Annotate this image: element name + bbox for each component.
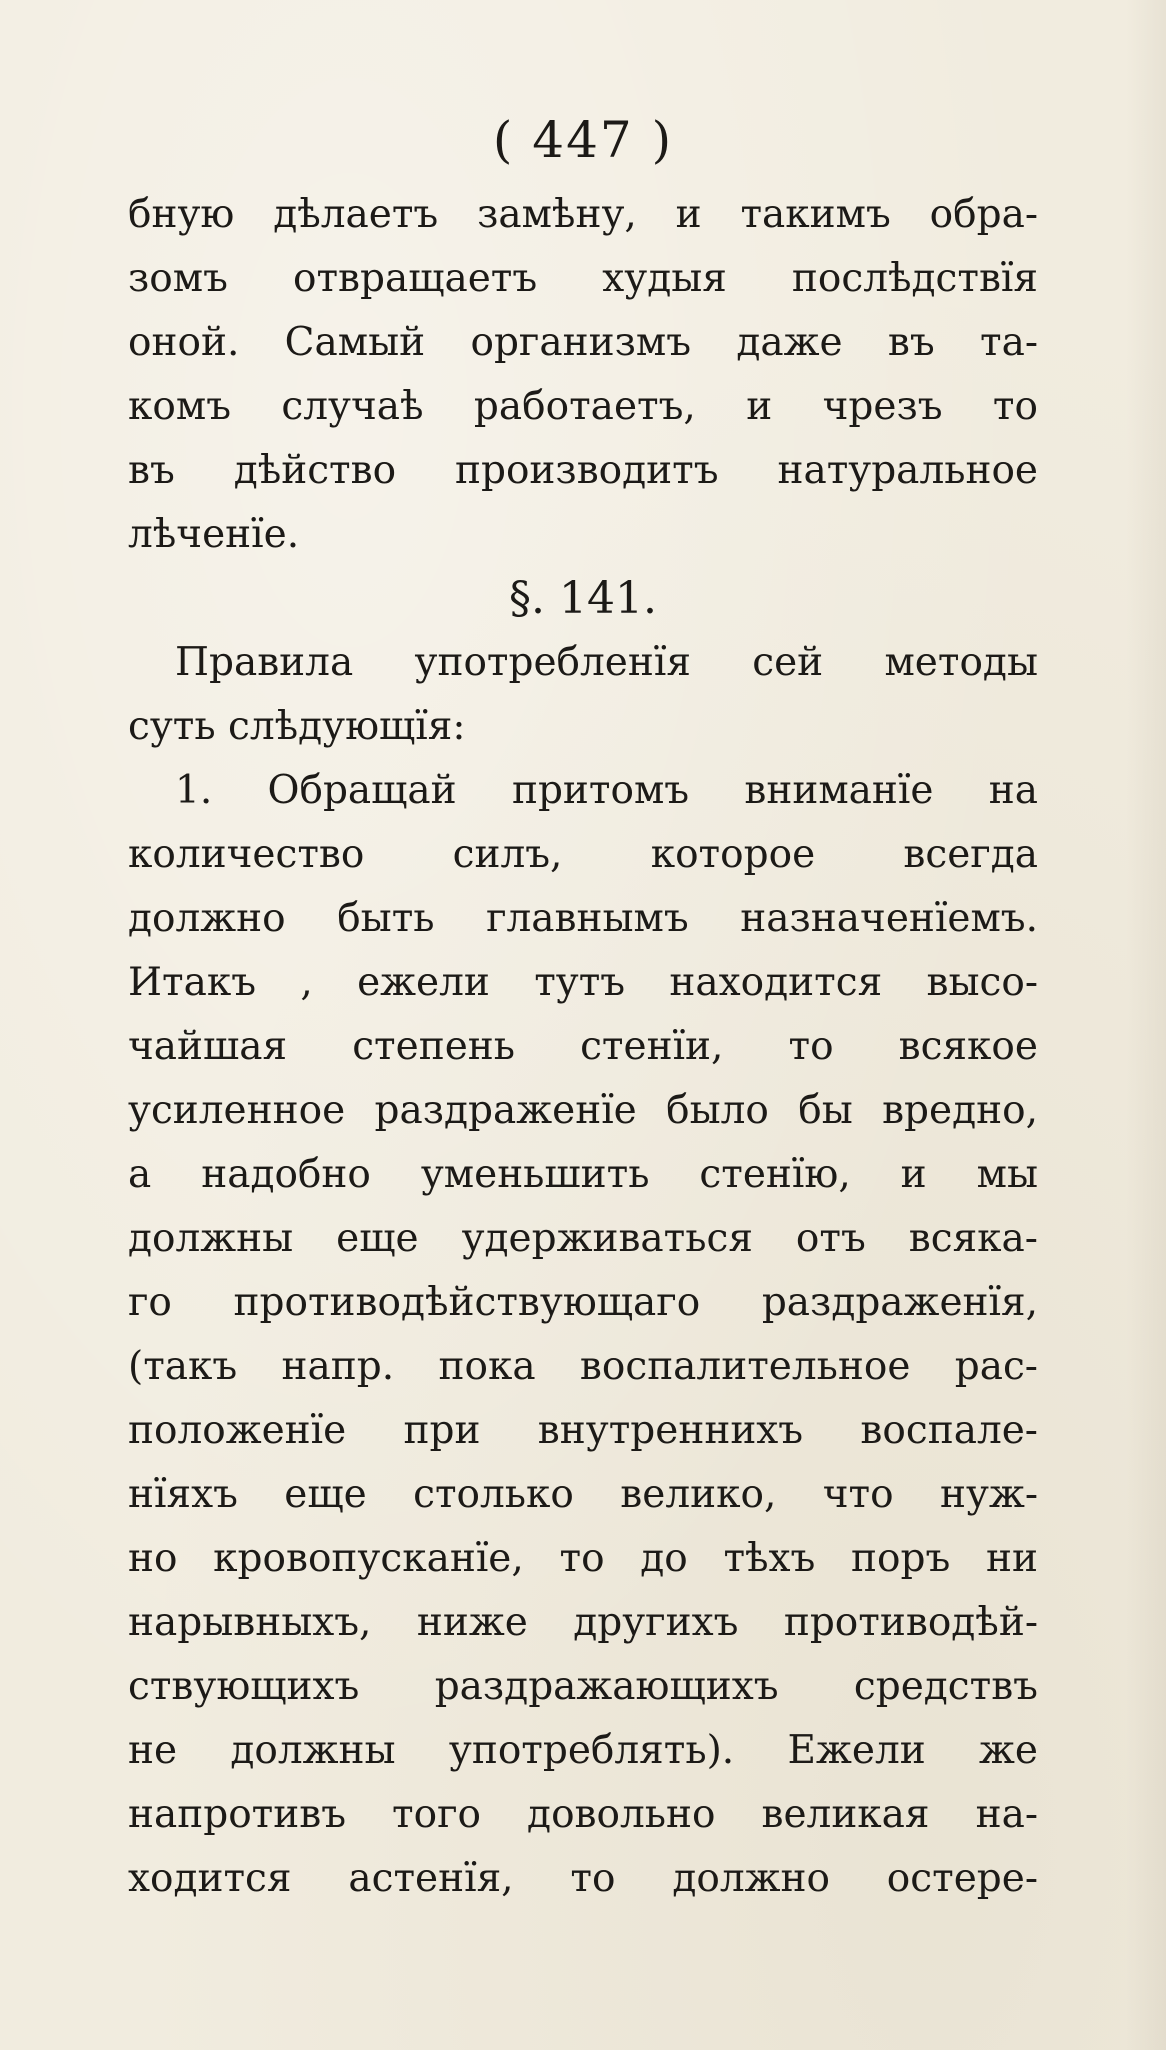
text-line: суть слѣдующїя: [128, 704, 466, 749]
text-line: должны еще удерживаться отъ всяка- [128, 1216, 1038, 1261]
text-line: нїяхъ еще столько велико, что нуж- [128, 1472, 1038, 1517]
text-line: въ дѣйство производитъ натуральное [128, 448, 1038, 493]
text-line: бную дѣлаетъ замѣну, и такимъ обра- [128, 192, 1038, 237]
text-line: комъ случаѣ работаетъ, и чрезъ то [128, 384, 1038, 429]
text-line: 1. Обращай притомъ вниманїе на [175, 768, 1038, 813]
text-line: а надобно уменьшить стенїю, и мы [128, 1152, 1038, 1197]
text-line: (такъ напр. пока воспалительное рас- [128, 1344, 1038, 1389]
text-line: Итакъ , ежели тутъ находится высо- [128, 960, 1038, 1005]
text-line: зомъ отвращаетъ худыя послѣдствїя [128, 256, 1038, 301]
text-line: должно быть главнымъ назначенїемъ. [128, 896, 1038, 941]
section-heading: §. 141. [509, 573, 657, 624]
text-line: го противодѣйствующаго раздраженїя, [128, 1280, 1038, 1325]
text-line: напротивъ того довольно великая на- [128, 1792, 1038, 1837]
text-line: положенїе при внутреннихъ воспале- [128, 1408, 1038, 1453]
text-line: ствующихъ раздражающихъ средствъ [128, 1664, 1038, 1709]
page-number: ( 447 ) [492, 111, 674, 169]
text-line: Правила употребленїя сей методы [175, 640, 1038, 685]
text-line: ходится астенїя, то должно остере- [128, 1856, 1038, 1901]
text-line: нарывныхъ, ниже другихъ противодѣй- [128, 1600, 1038, 1645]
text-line: но кровопусканїе, то до тѣхъ поръ ни [128, 1536, 1038, 1581]
text-line: усиленное раздраженїе было бы вредно, [128, 1088, 1038, 1133]
text-line: количество силъ, которое всегда [128, 832, 1038, 877]
text-line: чайшая степень стенїи, то всякое [128, 1024, 1038, 1069]
page-edge-shadow [1126, 0, 1166, 2050]
text-line: оной. Самый организмъ даже въ та- [128, 320, 1038, 365]
text-line: не должны употреблять). Ежели же [128, 1728, 1038, 1773]
text-line: лѣченїе. [128, 512, 300, 557]
